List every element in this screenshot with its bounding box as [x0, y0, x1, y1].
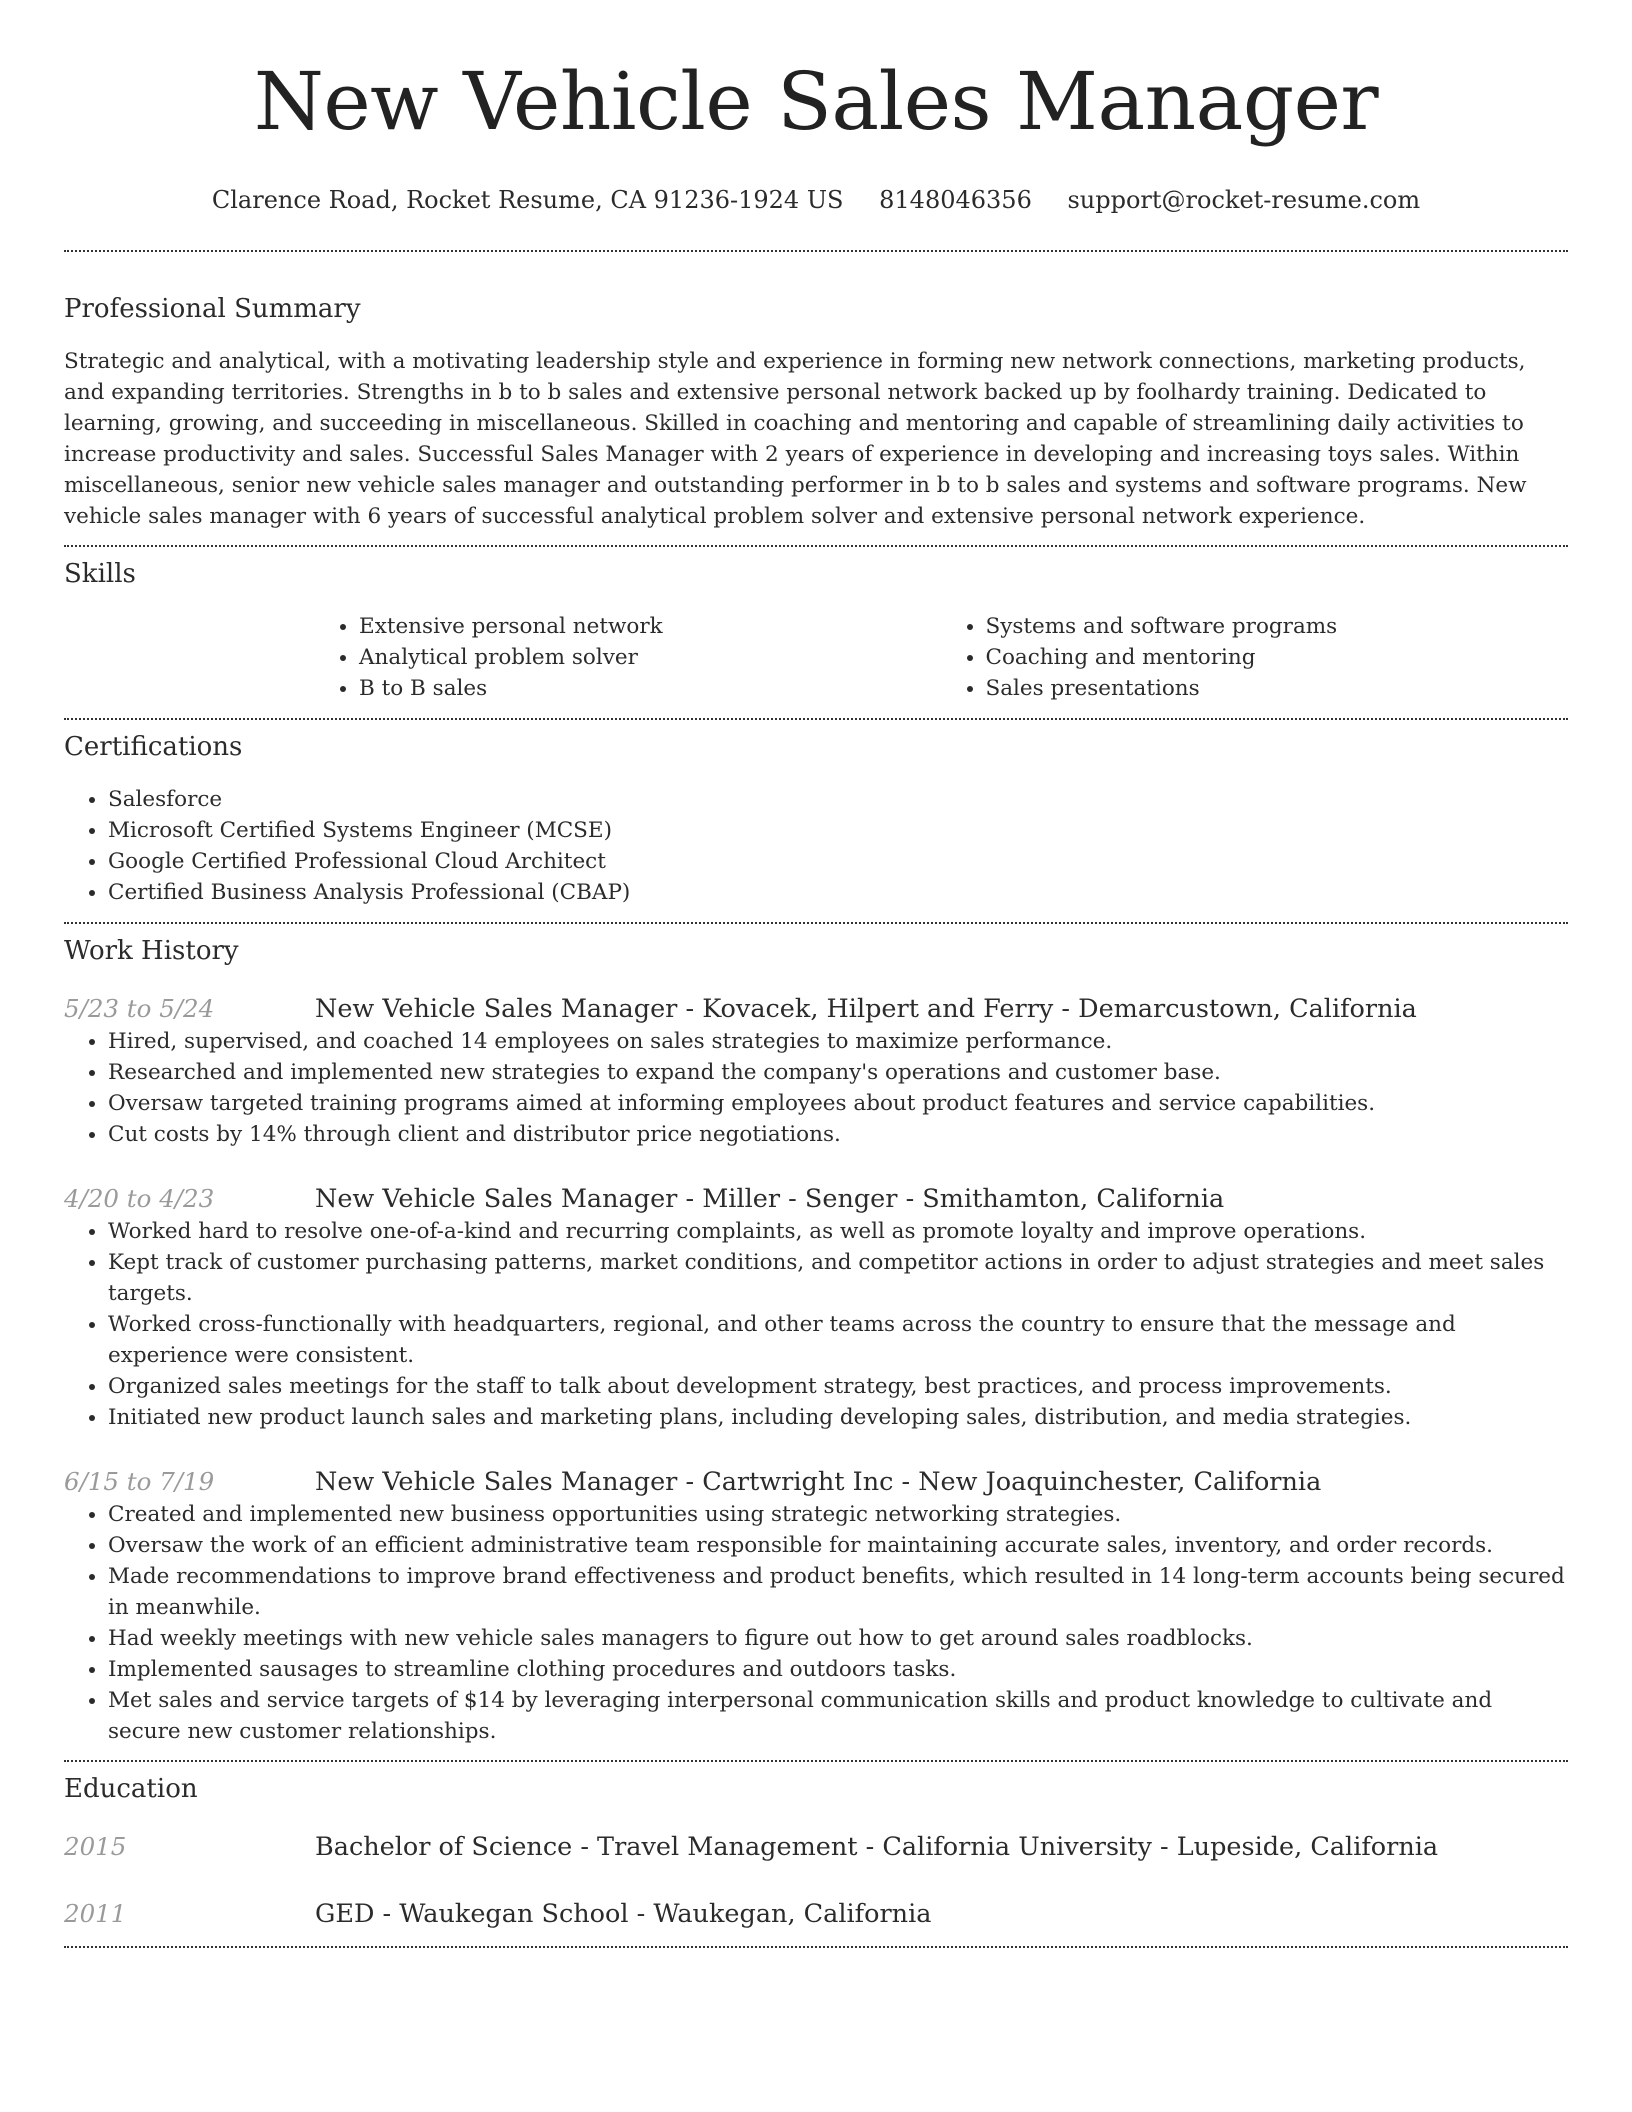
certification-item: • Certified Business Analysis Professional (CBAP)	[108, 877, 1568, 908]
job-dates: 4/20 to 4/23	[64, 1184, 215, 1213]
job-bullets	[64, 1026, 1568, 1150]
job-heading: New Vehicle Sales Manager - Miller - Senger - Smithamton, California	[315, 1184, 1225, 1214]
job-bullet: • Researched and implemented new strategies to expand the company's operations and customer base.	[108, 1057, 1568, 1088]
job-entry	[64, 1182, 1568, 1433]
divider	[64, 922, 1568, 924]
skill-item: • Sales presentations	[986, 673, 1569, 704]
education-section	[64, 1772, 1568, 1931]
certification-item: • Google Certified Professional Cloud Architect	[108, 846, 1568, 877]
job-bullet: • Worked hard to resolve one-of-a-kind and recurring complaints, as well as promote loyalty and improve operations.	[108, 1216, 1568, 1247]
certifications-section	[64, 730, 1568, 908]
skills-list-left	[315, 611, 942, 704]
job-dates: 5/23 to 5/24	[64, 994, 215, 1023]
job-bullet: • Worked cross-functionally with headquarters, regional, and other teams across the country to ensure that the message and experience were consistent.	[108, 1309, 1568, 1371]
contact-phone: 8148046356	[879, 186, 1032, 214]
contact-address: Clarence Road, Rocket Resume, CA 91236-1924 US	[211, 186, 844, 214]
education-year: 2015	[64, 1832, 127, 1861]
education-entry	[64, 1830, 1568, 1864]
summary-heading: Professional Summary	[64, 294, 361, 324]
resume-title: New Vehicle Sales Manager	[253, 55, 1379, 148]
divider	[64, 545, 1568, 547]
job-bullet: • Created and implemented new business opportunities using strategic networking strategies.	[108, 1499, 1568, 1530]
job-entry	[64, 1465, 1568, 1747]
job-bullet: • Organized sales meetings for the staff to talk about development strategy, best practices, and process improvements.	[108, 1371, 1568, 1402]
education-heading: Education	[64, 1774, 198, 1804]
skill-item: • B to B sales	[359, 673, 942, 704]
skill-item: • Extensive personal network	[359, 611, 942, 642]
education-heading-line: Bachelor of Science - Travel Management - California University - Lupeside, California	[315, 1832, 1439, 1862]
summary-text: Strategic and analytical, with a motivating leadership style and experience in forming new network connections, marketing products, and expanding territories. Strengths in b to b sales and extensive personal network backed up by foolhardy training. Dedicated to learning, growing, and succeeding in miscellaneous. Skilled in coaching and mentoring and capable of streamlining daily activities to increase productivity and sales. Successful Sales Manager with 2 years of experience in developing and increasing toys sales. Within miscellaneous, senior new vehicle sales manager and outstanding performer in b to b sales and systems and software programs. New vehicle sales manager with 6 years of successful analytical problem solver and extensive personal network experience.	[64, 349, 1527, 529]
job-bullet: • Oversaw targeted training programs aimed at informing employees about product features and service capabilities.	[108, 1088, 1568, 1119]
divider	[64, 1946, 1568, 1948]
job-header	[64, 1182, 1568, 1216]
certification-item: • Salesforce	[108, 784, 1568, 815]
skill-item: • Systems and software programs	[986, 611, 1569, 642]
job-bullet: • Initiated new product launch sales and marketing plans, including developing sales, distribution, and media strategies.	[108, 1402, 1568, 1433]
job-bullets	[64, 1499, 1568, 1747]
skills-grid	[315, 611, 1568, 704]
divider	[64, 1760, 1568, 1762]
job-heading: New Vehicle Sales Manager - Cartwright Inc - New Joaquinchester, California	[315, 1467, 1322, 1497]
job-header	[64, 992, 1568, 1026]
certifications-heading: Certifications	[64, 732, 243, 762]
job-bullet: • Had weekly meetings with new vehicle sales managers to figure out how to get around sales roadblocks.	[108, 1623, 1568, 1654]
skills-list-right	[942, 611, 1569, 704]
divider	[64, 250, 1568, 252]
job-bullet: • Implemented sausages to streamline clothing procedures and outdoors tasks.	[108, 1654, 1568, 1685]
job-bullet: • Oversaw the work of an efficient administrative team responsible for maintaining accurate sales, inventory, and order records.	[108, 1530, 1568, 1561]
certification-item: • Microsoft Certified Systems Engineer (MCSE)	[108, 815, 1568, 846]
job-bullet: • Met sales and service targets of $14 by leveraging interpersonal communication skills and product knowledge to cultivate and secure new customer relationships.	[108, 1685, 1568, 1747]
job-bullet: • Hired, supervised, and coached 14 employees on sales strategies to maximize performance.	[108, 1026, 1568, 1057]
summary-section	[64, 292, 1568, 532]
contact-line	[64, 184, 1568, 216]
work-history-heading: Work History	[64, 936, 239, 966]
job-bullet: • Made recommendations to improve brand effectiveness and product benefits, which resulted in 14 long-term accounts being secured in meanwhile.	[108, 1561, 1568, 1623]
job-bullet: • Kept track of customer purchasing patterns, market conditions, and competitor actions in order to adjust strategies and meet sales targets.	[108, 1247, 1568, 1309]
job-entry	[64, 992, 1568, 1150]
job-bullets	[64, 1216, 1568, 1433]
job-bullet: • Cut costs by 14% through client and distributor price negotiations.	[108, 1119, 1568, 1150]
skills-heading: Skills	[64, 559, 136, 589]
divider	[64, 718, 1568, 720]
certifications-list	[64, 784, 1568, 908]
job-dates: 6/15 to 7/19	[64, 1467, 215, 1496]
skills-section	[64, 557, 1568, 704]
education-year: 2011	[64, 1899, 127, 1928]
education-entry	[64, 1897, 1568, 1931]
job-header	[64, 1465, 1568, 1499]
job-heading: New Vehicle Sales Manager - Kovacek, Hilpert and Ferry - Demarcustown, California	[315, 994, 1417, 1024]
contact-email: support@rocket-resume.com	[1067, 186, 1421, 214]
work-history-section	[64, 934, 1568, 1747]
education-heading-line: GED - Waukegan School - Waukegan, California	[315, 1899, 932, 1929]
skill-item: • Analytical problem solver	[359, 642, 942, 673]
skill-item: • Coaching and mentoring	[986, 642, 1569, 673]
